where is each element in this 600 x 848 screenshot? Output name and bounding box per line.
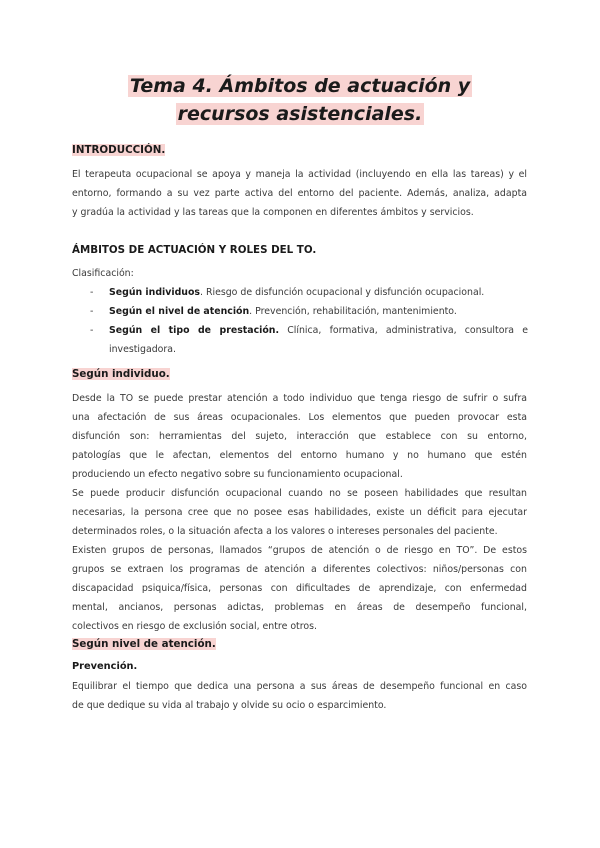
title-line-2: recursos asistenciales. [177, 103, 423, 125]
text-line: Desde la TO se puede prestar atención a todo individuo que tenga riesgo de sufrir o sufra [72, 393, 527, 404]
nivel-heading: Según nivel de atención. [72, 638, 216, 650]
ambitos-list [90, 283, 528, 359]
text-line: Se puede producir disfunción ocupacional cuando no se poseen habilidades que resultan [72, 488, 527, 499]
text-line: patologías que le afectan, elementos del entorno humano y no humano que estén [72, 450, 527, 461]
intro-paragraph [72, 165, 527, 222]
clasificacion-label: Clasificación: [72, 268, 134, 279]
text-line: colectivos en riesgo de exclusión social, entre otros. [72, 621, 317, 632]
prevencion-subheading: Prevención. [72, 661, 138, 672]
text-line: Equilibrar el tiempo que dedica una persona a sus áreas de desempeño funcional en caso [72, 681, 527, 692]
text-line: una afectación de sus áreas ocupacionales. Los elementos que pueden provocar esta [72, 412, 527, 423]
text-line: produciendo un efecto negativo sobre su funcionamiento ocupacional. [72, 469, 403, 480]
text-line: discapacidad psiquica/física, personas con dificultades de aprendizaje, con enfermedad [72, 583, 527, 594]
text-line: disfunción son: herramientas del sujeto, interacción que establece con su entorno, [72, 431, 527, 442]
ambitos-heading: ÁMBITOS DE ACTUACIÓN Y ROLES DEL TO. [72, 244, 317, 256]
text-line: Existen grupos de personas, llamados “grupos de atención o de riesgo en TO”. De estos [72, 545, 527, 556]
page-title [0, 72, 600, 128]
individuo-paragraph [72, 389, 527, 636]
list-item: - Según el tipo de prestación. Clínica, formativa, administrativa, consultora e investigadora. [90, 321, 528, 359]
text-line: determinados roles, o la situación afecta a los valores o intereses personales del paciente. [72, 526, 498, 537]
text-line: necesarias, la persona cree que no posee esas habilidades, existe un déficit para ejecutar [72, 507, 527, 518]
prevencion-paragraph [72, 677, 527, 715]
text-line: grupos se extraen los programas de atención a diferentes colectivos: niños/personas con [72, 564, 527, 575]
text-line: entorno, formando a su vez parte activa del entorno del paciente. Además, analiza, adapta [72, 188, 527, 199]
list-item: - Según individuos. Riesgo de disfunción ocupacional y disfunción ocupacional. [90, 283, 528, 302]
text-line: mental, ancianos, personas adictas, problemas en áreas de desempeño funcional, [72, 602, 527, 613]
list-item: - Según el nivel de atención. Prevención, rehabilitación, mantenimiento. [90, 302, 528, 321]
individuo-heading: Según individuo. [72, 368, 170, 380]
text-line: El terapeuta ocupacional se apoya y maneja la actividad (incluyendo en ella las tareas) y el [72, 169, 527, 180]
title-line-1: Tema 4. Ámbitos de actuación y [129, 75, 471, 97]
text-line: y gradúa la actividad y las tareas que la componen en diferentes ámbitos y servicios. [72, 207, 474, 218]
intro-heading: INTRODUCCIÓN. [72, 144, 166, 156]
text-line: de que dedique su vida al trabajo y olvide su ocio o esparcimiento. [72, 700, 387, 711]
